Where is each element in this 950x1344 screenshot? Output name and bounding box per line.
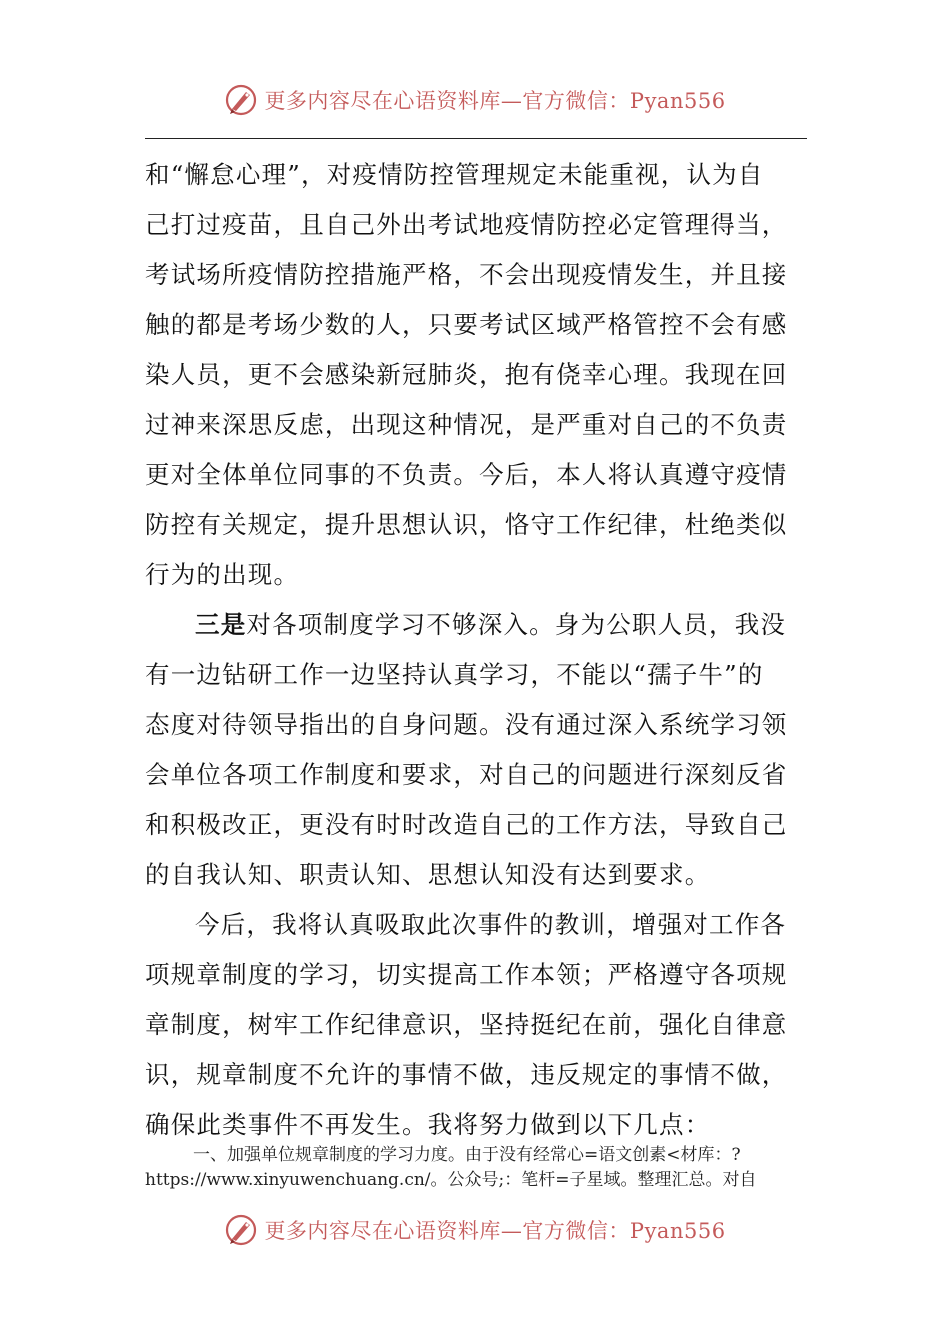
text-line: 更对全体单位同事的不负责。今后，本人将认真遵守疫情 xyxy=(145,460,788,489)
footer-banner-text: 更多内容尽在心语资料库—官方微信：Pyan556 xyxy=(264,1219,726,1243)
footer-banner xyxy=(0,1210,950,1250)
document-body xyxy=(145,150,807,1150)
text-line: 识，规章制度不允许的事情不做，违反规定的事情不做， xyxy=(145,1060,788,1089)
header-banner xyxy=(0,80,950,120)
text-line: 过神来深思反虑，出现这种情况，是严重对自己的不负责 xyxy=(145,410,788,439)
text-line: 态度对待领导指出的自身问题。没有通过深入系统学习领 xyxy=(145,710,788,739)
paragraph-3-first-line xyxy=(145,600,807,650)
text-line: 项规章制度的学习，切实提高工作本领；严格遵守各项规 xyxy=(145,960,788,989)
text-line: 考试场所疫情防控措施严格，不会出现疫情发生，并且接 xyxy=(145,260,788,289)
small-note-line: 一、加强单位规章制度的学习力度。由于没有经常心=语文创素<材库：? xyxy=(193,1145,741,1165)
text-line: 会单位各项工作制度和要求，对自己的问题进行深刻反省 xyxy=(145,760,788,789)
text-line: 今后，我将认真吸取此次事件的教训，增强对工作各 xyxy=(195,910,787,939)
text-line: 章制度，树牢工作纪律意识，坚持挺纪在前，强化自律意 xyxy=(145,1010,788,1039)
text-line: 确保此类事件不再发生。我将努力做到以下几点： xyxy=(145,1110,711,1139)
text-line: 和“懈怠心理”，对疫情防控管理规定未能重视，认为自 xyxy=(145,160,764,189)
header-banner-text: 更多内容尽在心语资料库—官方微信：Pyan556 xyxy=(264,89,726,113)
text-line: 己打过疫苗，且自己外出考试地疫情防控必定管理得当， xyxy=(145,210,788,239)
paragraph-3-first-rest: 对各项制度学习不够深入。身为公职人员，我没 xyxy=(246,610,787,639)
text-line: 行为的出现。 xyxy=(145,560,300,589)
text-line: 触的都是考场少数的人，只要考试区域严格管控不会有感 xyxy=(145,310,788,339)
text-line: 的自我认知、职责认知、思想认知没有达到要求。 xyxy=(145,860,711,889)
text-line: 防控有关规定，提升思想认识，恪守工作纪律，杜绝类似 xyxy=(145,510,788,539)
paragraph-3-lead: 三是 xyxy=(195,610,247,639)
text-line: 有一边钻研工作一边坚持认真学习，不能以“孺子牛”的 xyxy=(145,660,764,689)
text-line: 和积极改正，更没有时时改造自己的工作方法，导致自己 xyxy=(145,810,788,839)
text-line: 染人员，更不会感染新冠肺炎，抱有侥幸心理。我现在回 xyxy=(145,360,788,389)
pen-circle-logo-icon xyxy=(224,83,258,117)
small-note-line: https://www.xinyuwenchuang.cn/。公众号;：笔杆=子星域。整理汇总。对自 xyxy=(145,1170,757,1190)
header-divider xyxy=(145,138,807,139)
pen-circle-logo-icon xyxy=(224,1213,258,1247)
small-note xyxy=(145,1143,807,1193)
